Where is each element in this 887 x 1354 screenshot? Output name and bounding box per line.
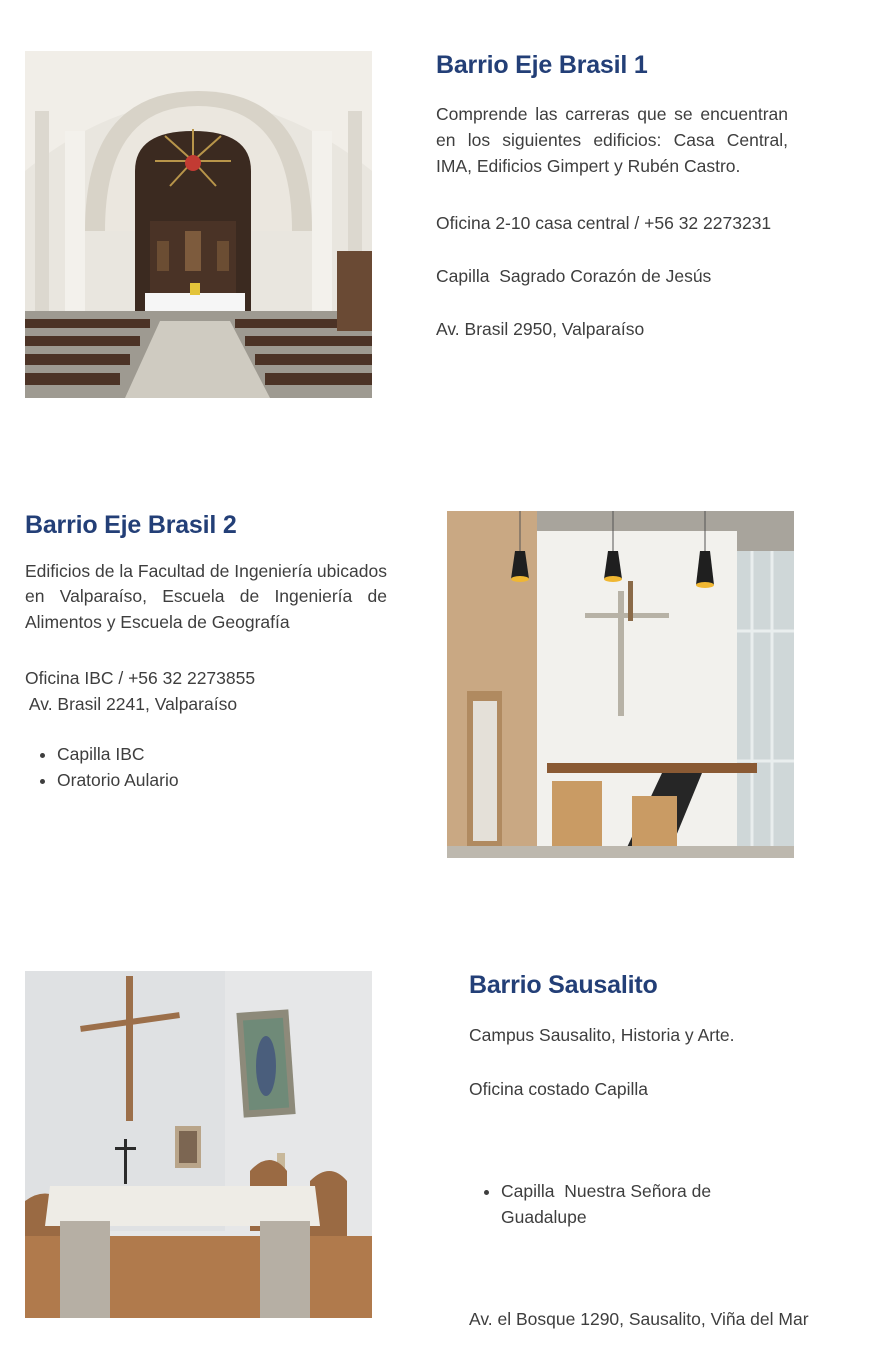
section-description: Edificios de la Facultad de Ingeniería ubicados en Valparaíso, Escuela de Ingeniería de Alimentos y Escuela de Geografía bbox=[25, 561, 387, 632]
section-title: Barrio Eje Brasil 1 bbox=[436, 51, 648, 79]
section-description: Campus Sausalito, Historia y Arte. bbox=[469, 1025, 735, 1045]
office-info: Oficina IBC / +56 32 2273855 bbox=[25, 667, 256, 688]
section-sausalito bbox=[469, 971, 809, 1332]
office-info: Oficina costado Capilla bbox=[469, 1079, 648, 1099]
section-title: Barrio Sausalito bbox=[469, 971, 658, 999]
address: Av. Brasil 2241, Valparaíso bbox=[25, 693, 238, 714]
church-nave-photo bbox=[25, 51, 372, 398]
list-item: • Oratorio Aulario bbox=[57, 767, 387, 793]
chapel-altar-photo bbox=[25, 971, 372, 1318]
modern-chapel-photo bbox=[447, 511, 794, 858]
section-title: Barrio Eje Brasil 2 bbox=[25, 511, 237, 539]
list-item: • Capilla Nuestra Señora de Guadalupe bbox=[501, 1178, 761, 1230]
section-brasil-1 bbox=[436, 51, 796, 342]
address: Av. Brasil 2950, Valparaíso bbox=[436, 319, 645, 339]
office-info: Oficina 2-10 casa central / +56 32 2273231 bbox=[436, 213, 772, 233]
section-description: Comprende las carreras que se encuentran en los siguientes edificios: Casa Central, IMA, Edificios Gimpert y Rubén Castro. bbox=[436, 104, 788, 176]
chapel-list bbox=[25, 741, 387, 793]
section-brasil-2 bbox=[25, 511, 387, 793]
list-item: • Capilla IBC bbox=[57, 741, 387, 767]
address: Av. el Bosque 1290, Sausalito, Viña del Mar bbox=[469, 1309, 809, 1329]
chapel-list bbox=[469, 1126, 761, 1282]
chapel-name: Capilla Sagrado Corazón de Jesús bbox=[436, 266, 712, 286]
